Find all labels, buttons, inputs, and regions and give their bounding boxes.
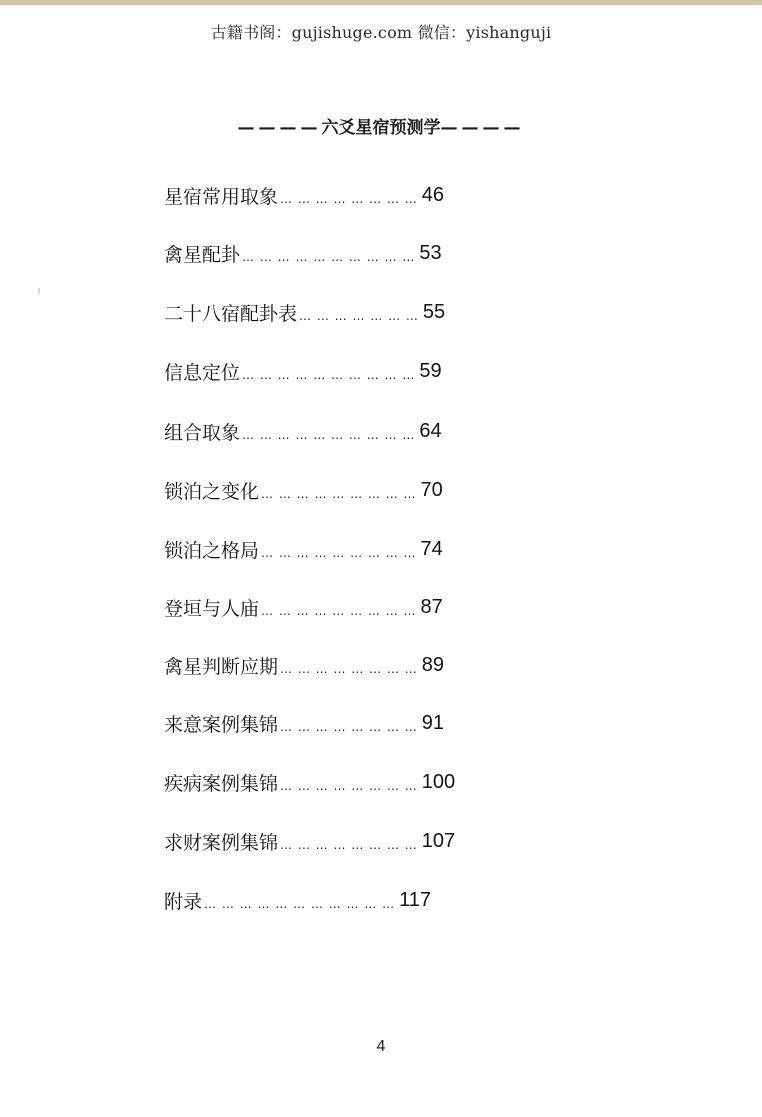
toc-page-number: 107 <box>421 829 456 852</box>
title-left-dashes: ———— <box>237 118 322 138</box>
toc-leader-dots: … … … … … … … … … … <box>242 368 416 382</box>
toc-leader-dots: … … … … … … … … <box>280 192 418 206</box>
toc-leader-dots: … … … … … … … … <box>280 720 418 734</box>
toc-leader-dots: … … … … … … … … … … <box>242 428 416 442</box>
toc-entry-label: 二十八宿配卦表 <box>164 302 298 325</box>
page-number: 4 <box>376 1038 386 1055</box>
toc-page-number: 59 <box>419 359 442 382</box>
toc-entry-label: 禽星配卦 <box>164 243 241 266</box>
toc-entry[interactable] <box>164 356 442 386</box>
toc-entry[interactable] <box>164 592 443 622</box>
section-title <box>0 113 762 138</box>
site-watermark: 古籍书阁：gujishuge.com 微信：yishanguji <box>210 23 552 42</box>
toc-page-number: 53 <box>419 241 442 264</box>
toc-entry[interactable] <box>164 297 445 327</box>
toc-entry[interactable] <box>164 180 444 210</box>
toc-entry[interactable] <box>164 475 443 505</box>
toc-page-number: 55 <box>422 300 446 323</box>
top-border <box>0 0 762 5</box>
toc-entry-label: 禽星判断应期 <box>164 655 279 678</box>
toc-entry[interactable] <box>164 650 444 680</box>
toc-entry-label: 附录 <box>164 890 203 913</box>
toc-leader-dots: … … … … … … … … … <box>261 604 417 618</box>
toc-leader-dots: … … … … … … … … … … … <box>204 897 396 911</box>
scan-speck <box>38 288 40 294</box>
toc-page-number: 100 <box>421 770 456 793</box>
toc-page-number: 117 <box>399 888 432 911</box>
toc-page-number: 74 <box>420 537 443 560</box>
toc-entry-label: 求财案例集锦 <box>164 831 279 854</box>
toc-leader-dots: … … … … … … … … <box>280 838 418 852</box>
toc-entry-label: 锁泊之格局 <box>164 539 260 562</box>
title-right-dashes: ———— <box>440 118 525 138</box>
toc-entry-label: 锁泊之变化 <box>164 480 260 503</box>
toc-entry[interactable] <box>164 826 455 856</box>
toc-page-number: 91 <box>421 711 444 734</box>
title-text: 六爻星宿预测学 <box>321 118 441 138</box>
toc-leader-dots: … … … … … … … … <box>280 662 418 676</box>
toc-leader-dots: … … … … … … … <box>299 309 419 323</box>
toc-page-number: 89 <box>421 653 444 676</box>
toc-entry-label: 来意案例集锦 <box>164 713 279 736</box>
toc-entry[interactable] <box>164 238 442 268</box>
toc-entry-label: 登垣与人庙 <box>164 597 260 620</box>
toc-entry-label: 组合取象 <box>164 421 241 444</box>
toc-entry-label: 星宿常用取象 <box>164 185 279 208</box>
toc-entry[interactable] <box>164 885 431 915</box>
toc-page-number: 87 <box>420 595 443 618</box>
toc-entry[interactable] <box>164 534 443 564</box>
toc-page-number: 64 <box>419 419 442 442</box>
toc-entry-label: 疾病案例集锦 <box>164 772 279 795</box>
toc-entry-label: 信息定位 <box>164 361 241 384</box>
toc-leader-dots: … … … … … … … … <box>280 779 418 793</box>
toc-page-number: 70 <box>420 478 443 501</box>
toc-leader-dots: … … … … … … … … … <box>261 546 417 560</box>
toc-leader-dots: … … … … … … … … … … <box>242 250 416 264</box>
toc-page-number: 46 <box>421 183 444 206</box>
toc-entry[interactable] <box>164 708 444 738</box>
toc-entry[interactable] <box>164 416 442 446</box>
toc-leader-dots: … … … … … … … … … <box>261 487 417 501</box>
toc-entry[interactable] <box>164 767 455 797</box>
